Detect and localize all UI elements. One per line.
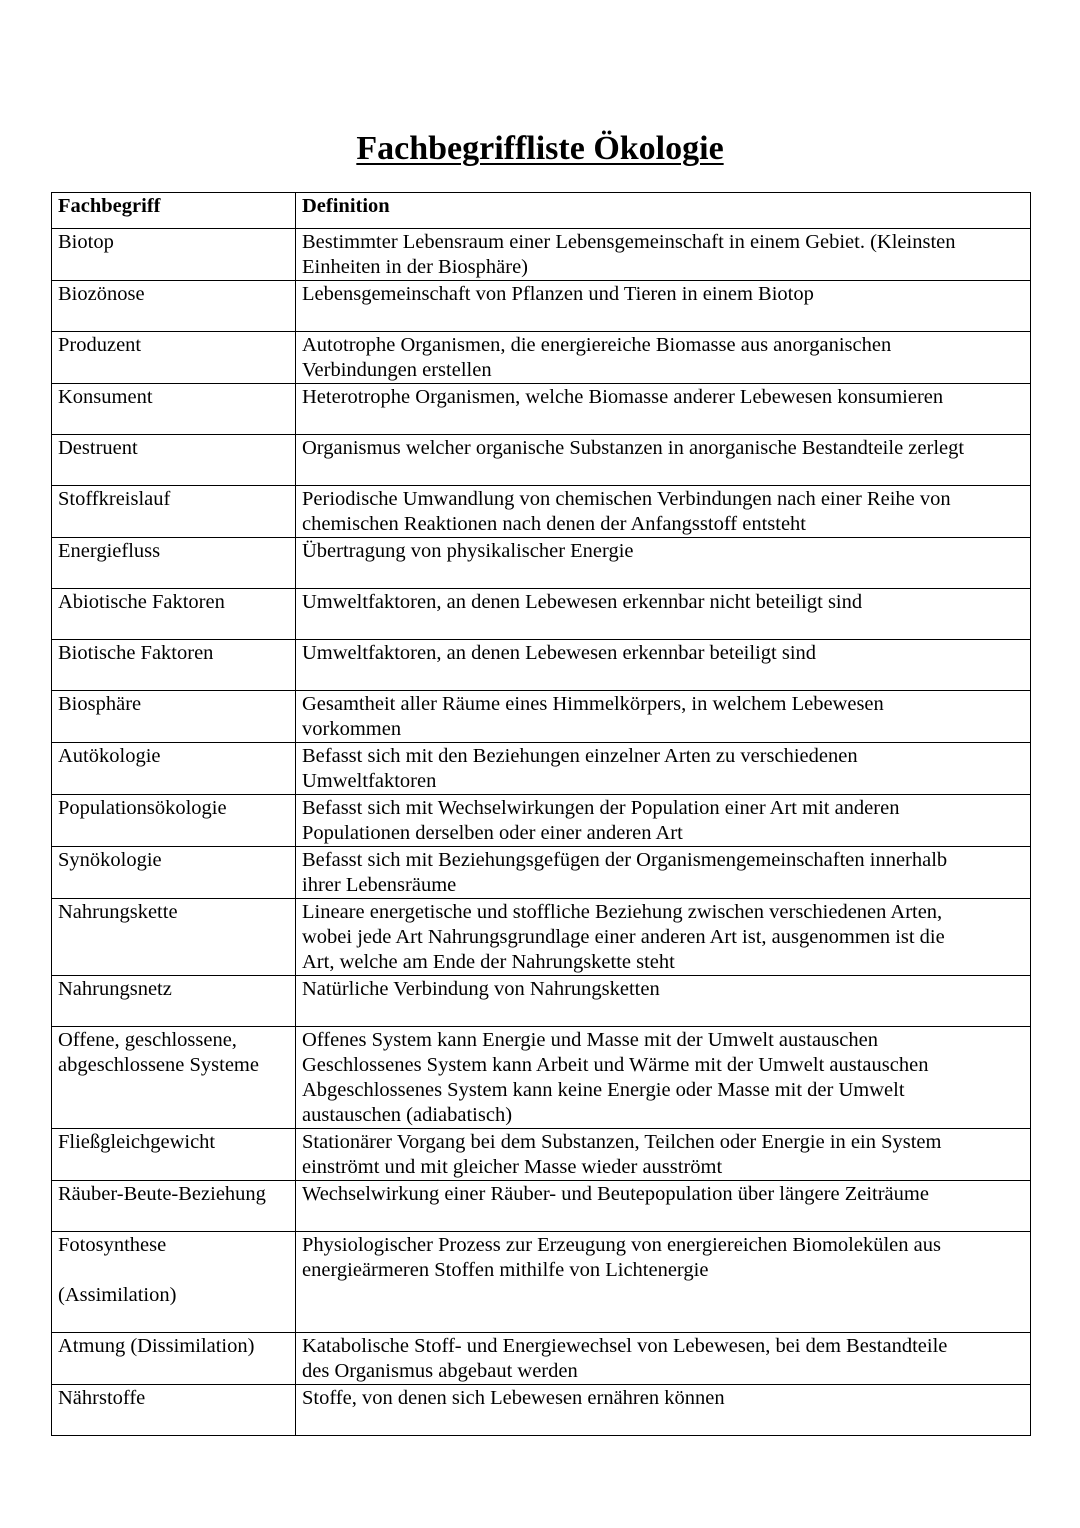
term-text: Energiefluss [58,540,161,562]
term-text: Nahrungsnetz [58,978,172,1000]
term-text: Konsument [58,386,153,408]
term-cell [52,899,296,976]
definition-cell [296,640,1031,691]
definition-text: Übertragung von physikalischer Energie [302,540,634,562]
definition-cell [296,1129,1031,1181]
definition-text: Befasst sich mit Wechselwirkungen der Population einer Art mit anderen [302,797,900,819]
definition-cell [296,229,1031,281]
definition-text: Gesamtheit aller Räume eines Himmelkörpers, in welchem Lebewesen [302,693,884,715]
term-text: Offene, geschlossene, [58,1029,237,1051]
term-cell [52,281,296,332]
term-cell [52,1027,296,1129]
table-row [52,743,1031,795]
term-text: Stoffkreislauf [58,488,171,510]
term-text: Atmung (Dissimilation) [58,1335,255,1357]
table-row [52,640,1031,691]
definition-cell [296,384,1031,435]
definition-text: Stoffe, von denen sich Lebewesen ernähren können [302,1387,725,1409]
definition-text: Offenes System kann Energie und Masse mit der Umwelt austauschen [302,1029,878,1051]
table-row [52,281,1031,332]
term-text: Biotische Faktoren [58,642,214,664]
table-row [52,229,1031,281]
definition-cell [296,1333,1031,1385]
term-text: Räuber-Beute-Beziehung [58,1183,266,1205]
term-text: Fotosynthese [58,1234,167,1256]
term-cell [52,486,296,538]
definition-text: Befasst sich mit Beziehungsgefügen der Organismengemeinschaften innerhalb [302,849,948,871]
definition-text: Einheiten in der Biosphäre) [302,256,529,278]
definition-text: wobei jede Art Nahrungsgrundlage einer anderen Art ist, ausgenommen ist die [302,926,945,948]
definition-cell [296,1232,1031,1333]
definition-text: Wechselwirkung einer Räuber- und Beutepopulation über längere Zeiträume [302,1183,929,1205]
definition-text: Stationärer Vorgang bei dem Substanzen, Teilchen oder Energie in ein System [302,1131,942,1153]
table-row [52,1385,1031,1436]
definition-text: Umweltfaktoren, an denen Lebewesen erkennbar beteiligt sind [302,642,817,664]
term-text: Produzent [58,334,142,356]
term-cell [52,691,296,743]
definition-text: Umweltfaktoren, an denen Lebewesen erkennbar nicht beteiligt sind [302,591,863,613]
column-header-term: Fachbegriff [52,193,296,229]
definition-text: Lineare energetische und stoffliche Beziehung zwischen verschiedenen Arten, [302,901,943,923]
term-text: Biozönose [58,283,145,305]
definition-cell [296,743,1031,795]
term-cell [52,743,296,795]
definition-cell [296,281,1031,332]
definition-text: energieärmeren Stoffen mithilfe von Lichtenergie [302,1259,709,1281]
definition-cell [296,486,1031,538]
table-row [52,795,1031,847]
table-row [52,538,1031,589]
definition-text: Periodische Umwandlung von chemischen Verbindungen nach einer Reihe von [302,488,951,510]
definition-text: des Organismus abgebaut werden [302,1360,578,1382]
table-row [52,1232,1031,1333]
term-text: Populationsökologie [58,797,227,819]
term-cell [52,589,296,640]
definition-cell [296,976,1031,1027]
definition-cell [296,332,1031,384]
definition-text: Autotrophe Organismen, die energiereiche Biomasse aus anorganischen [302,334,892,356]
term-cell [52,1333,296,1385]
definition-text: Umweltfaktoren [302,770,437,792]
term-text: Nährstoffe [58,1387,146,1409]
term-cell [52,1181,296,1232]
definition-cell [296,1181,1031,1232]
definition-text: Lebensgemeinschaft von Pflanzen und Tieren in einem Biotop [302,283,814,305]
term-cell [52,976,296,1027]
definition-text: Heterotrophe Organismen, welche Biomasse anderer Lebewesen konsumieren [302,386,944,408]
definition-cell [296,899,1031,976]
definition-text: chemischen Reaktionen nach denen der Anfangsstoff entsteht [302,513,806,535]
definition-cell [296,1385,1031,1436]
table-row [52,1333,1031,1385]
definition-cell [296,847,1031,899]
term-text: Nahrungskette [58,901,178,923]
definition-text: Katabolische Stoff- und Energiewechsel von Lebewesen, bei dem Bestandteile [302,1335,948,1357]
table-row [52,384,1031,435]
definition-cell [296,795,1031,847]
term-cell [52,795,296,847]
term-text [58,1258,289,1283]
definition-text: ihrer Lebensräume [302,874,457,896]
definition-text: Geschlossenes System kann Arbeit und Wärme mit der Umwelt austauschen [302,1054,929,1076]
table-row [52,847,1031,899]
term-text: Biotop [58,231,114,253]
definition-text: Verbindungen erstellen [302,359,492,381]
term-cell [52,847,296,899]
term-text: Synökologie [58,849,162,871]
definition-cell [296,435,1031,486]
table-row [52,435,1031,486]
table-row [52,589,1031,640]
term-text: Abiotische Faktoren [58,591,225,613]
term-cell [52,538,296,589]
term-text: Autökologie [58,745,161,767]
term-text: Destruent [58,437,138,459]
term-cell [52,384,296,435]
term-cell [52,1129,296,1181]
table-row [52,332,1031,384]
glossary-table [51,192,1031,1436]
term-cell [52,1232,296,1333]
definition-text: Bestimmter Lebensraum einer Lebensgemeinschaft in einem Gebiet. (Kleinsten [302,231,956,253]
definition-cell [296,589,1031,640]
definition-cell [296,691,1031,743]
table-row [52,976,1031,1027]
term-cell [52,1385,296,1436]
term-cell [52,435,296,486]
definition-text: Organismus welcher organische Substanzen in anorganische Bestandteile zerlegt [302,437,965,459]
table-row [52,1181,1031,1232]
term-text: Biosphäre [58,693,142,715]
column-header-definition: Definition [296,193,1031,229]
definition-text: Befasst sich mit den Beziehungen einzelner Arten zu verschiedenen [302,745,858,767]
table-row [52,1129,1031,1181]
definition-cell [296,538,1031,589]
term-text: (Assimilation) [58,1284,177,1306]
term-cell [52,229,296,281]
page-title: Fachbegriffliste Ökologie [356,130,724,167]
table-row [52,1027,1031,1129]
definition-text: einströmt und mit gleicher Masse wieder ausströmt [302,1156,723,1178]
definition-text: Natürliche Verbindung von Nahrungsketten [302,978,660,1000]
table-row [52,691,1031,743]
table-header-row [52,193,1031,229]
table-row [52,899,1031,976]
definition-text: Populationen derselben oder einer anderen Art [302,822,683,844]
definition-text: Art, welche am Ende der Nahrungskette steht [302,951,675,973]
term-cell [52,640,296,691]
definition-cell [296,1027,1031,1129]
definition-text: vorkommen [302,718,402,740]
definition-text: austauschen (adiabatisch) [302,1104,513,1126]
definition-text: Physiologischer Prozess zur Erzeugung von energiereichen Biomolekülen aus [302,1234,941,1256]
term-text: abgeschlossene Systeme [58,1054,259,1076]
term-cell [52,332,296,384]
term-text: Fließgleichgewicht [58,1131,216,1153]
table-row [52,486,1031,538]
definition-text: Abgeschlossenes System kann keine Energie oder Masse mit der Umwelt [302,1079,905,1101]
